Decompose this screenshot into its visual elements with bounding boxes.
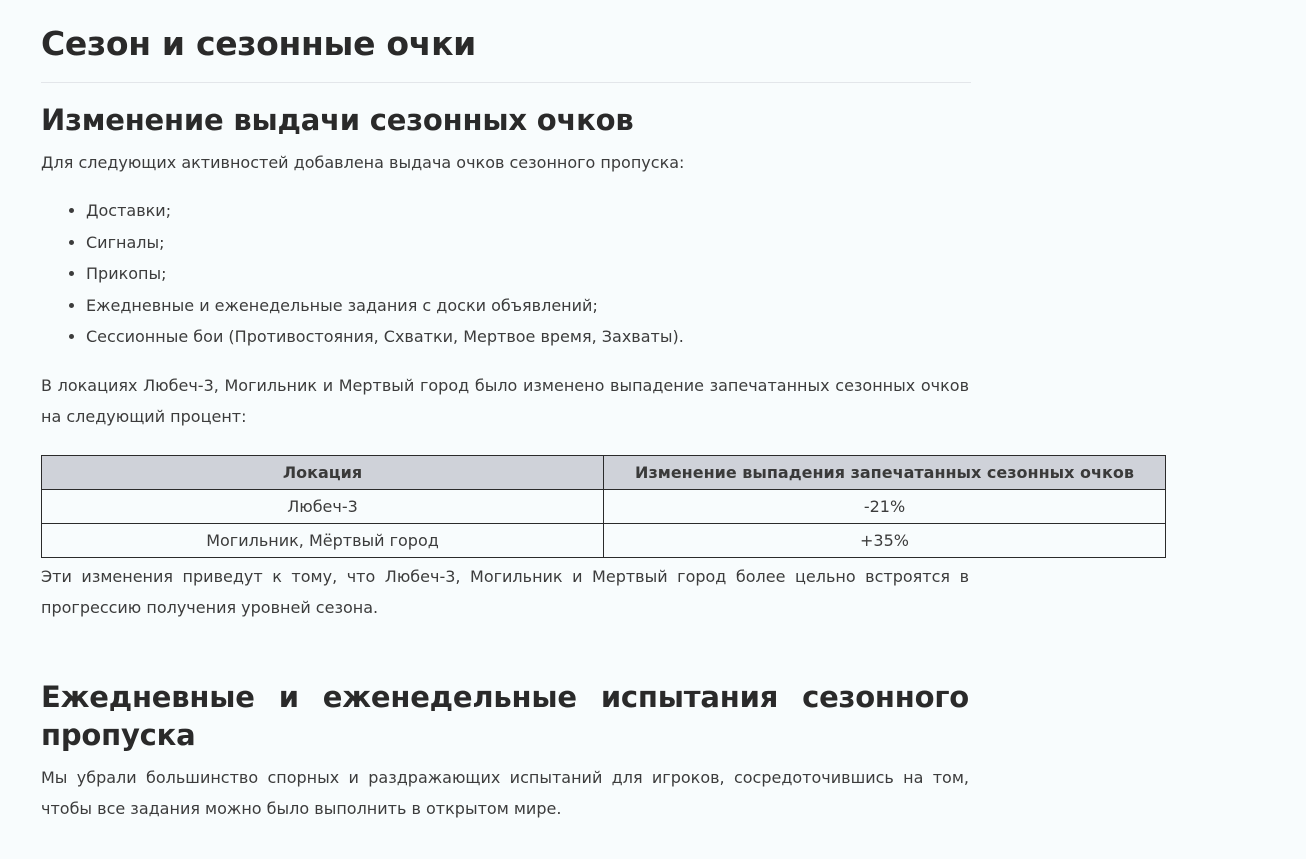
locations-paragraph: В локациях Любеч-3, Могильник и Мертвый город было изменено выпадение запечатанных сезонных очков на следующий процент: [41, 375, 969, 426]
list-item: • Сигналы; [86, 227, 969, 259]
list-item: • Сессионные бои (Противостояния, Схватки, Мертвое время, Захваты). [86, 321, 969, 353]
table-header-change: Изменение выпадения запечатанных сезонных очков [604, 456, 1166, 490]
table-row [42, 490, 1166, 524]
activities-list [41, 195, 969, 353]
outcome-paragraph: Эти изменения приведут к тому, что Любеч-3, Могильник и Мертвый город более цельно встроятся в прогрессию получения уровней сезона. [41, 567, 969, 617]
outcome-block [41, 561, 969, 623]
title-divider [41, 82, 971, 83]
challenges-paragraph: Мы убрали большинство спорных и раздражающих испытаний для игроков, сосредоточившись на том, чтобы все задания можно было выполнить в открытом мире. [41, 768, 969, 818]
table-cell-change: -21% [604, 490, 1166, 524]
table-cell-location: Могильник, Мёртвый город [42, 524, 604, 558]
section-heading-season-points: Изменение выдачи сезонных очков [41, 103, 634, 137]
page-title: Сезон и сезонные очки [41, 24, 476, 63]
table-header-row [42, 456, 1166, 490]
list-item: • Доставки; [86, 195, 969, 227]
table-header-location: Локация [42, 456, 604, 490]
list-item: • Ежедневные и еженедельные задания с доски объявлений; [86, 290, 969, 322]
table-row [42, 524, 1166, 558]
drop-change-table [41, 455, 1166, 558]
challenges-section [41, 678, 969, 824]
table-cell-change: +35% [604, 524, 1166, 558]
section-heading-challenges: Ежедневные и еженедельные испытания сезонного пропуска [41, 680, 969, 752]
article-content [41, 0, 969, 432]
table-cell-location: Любеч-3 [42, 490, 604, 524]
activities-intro: Для следующих активностей добавлена выдача очков сезонного пропуска: [41, 153, 685, 172]
list-item: • Прикопы; [86, 258, 969, 290]
